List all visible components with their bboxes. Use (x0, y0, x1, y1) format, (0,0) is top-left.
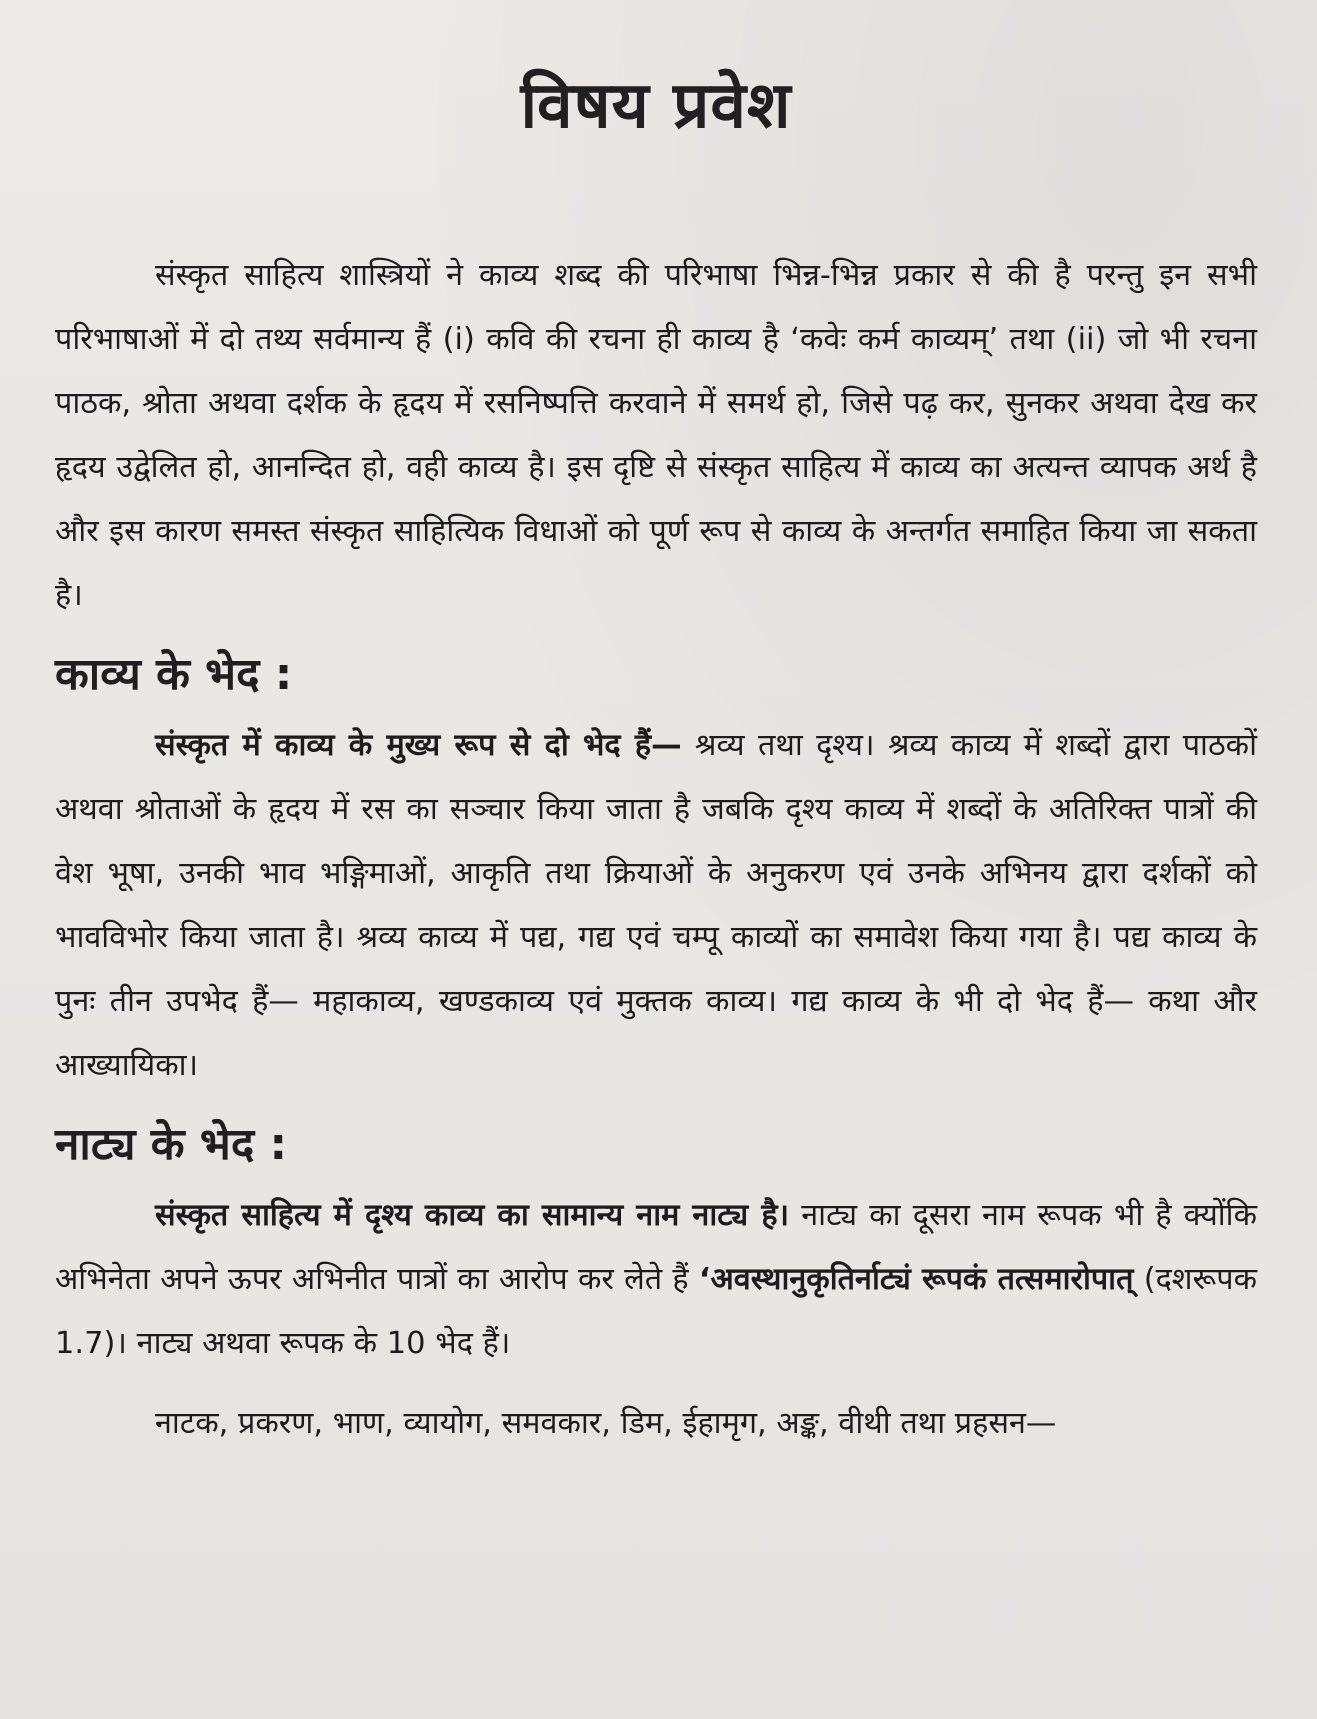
section-heading-natya: नाट्य के भेद : (55, 1119, 288, 1170)
natya-paragraph (55, 1184, 1257, 1376)
kavya-paragraph (55, 714, 1257, 1098)
intro-paragraph: संस्कृत साहित्य शास्त्रियों ने काव्य शब्द की परिभाषा भिन्न-भिन्न प्रकार से की है परन्तु इन सभी परिभाषाओं में दो तथ्य सर्वमान्य हैं (i) कवि की रचना ही काव्य है ‘कवेः कर्म काव्यम्’ तथा (ii) जो भी रचना पाठक, श्रोता अथवा दर्शक के हृदय में रसनिष्पत्ति करवाने में समर्थ हो, जिसे पढ़ कर, सुनकर अथवा देख कर हृदय उद्वेलित हो, आनन्दित हो, वही काव्य है। इस दृष्टि से संस्कृत साहित्य में काव्य का अत्यन्त व्यापक अर्थ है और इस कारण समस्त संस्कृत साहित्यिक विधाओं को पूर्ण रूप से काव्य के अन्तर्गत समाहित किया जा सकता है। (55, 258, 1257, 613)
natya-types-list: नाटक, प्रकरण, भाण, व्यायोग, समवकार, डिम, ईहामृग, अङ्क, वीथी तथा प्रहसन— (155, 1406, 1057, 1441)
natya-quote: ‘अवस्थानुकृतिर्नाट्यं रूपकं तत्समारोपात् (698, 1262, 1134, 1297)
natya-body-text: नाट्य का दूसरा नाम रूपक भी है क्योंकि अभिनेता अपने ऊपर अभिनीत पात्रों का आरोप कर लेते हैं (55, 1198, 1257, 1297)
page-title: विषय प्रवेश (520, 69, 792, 143)
kavya-lead-text: संस्कृत में काव्य के मुख्य रूप से दो भेद हैं— (155, 728, 682, 763)
kavya-body-text: श्रव्य तथा दृश्य। श्रव्य काव्य में शब्दों द्वारा पाठकों अथवा श्रोताओं के हृदय में रस का सञ्चार किया जाता है जबकि दृश्य काव्य में शब्दों के अतिरिक्त पात्रों की वेश भूषा, उनकी भाव भङ्गिमाओं, आकृति तथा क्रियाओं के अनुकरण एवं उनके अभिनय द्वारा दर्शकों को भावविभोर किया जाता है। श्रव्य काव्य में पद्य, गद्य एवं चम्पू काव्यों का समावेश किया गया है। पद्य काव्य के पुनः तीन उपभेद हैं— महाकाव्य, खण्डकाव्य एवं मुक्तक काव्य। गद्य काव्य के भी दो भेद हैं— कथा और आख्यायिका। (55, 728, 1257, 1083)
natya-body-text-end: (दशरूपक 1.7)। नाट्य अथवा रूपक के 10 भेद हैं। (55, 1262, 1257, 1361)
natya-lead-text: संस्कृत साहित्य में दृश्य काव्य का सामान्य नाम नाट्य है। (155, 1198, 790, 1233)
section-heading-kavya: काव्य के भेद : (55, 649, 293, 700)
